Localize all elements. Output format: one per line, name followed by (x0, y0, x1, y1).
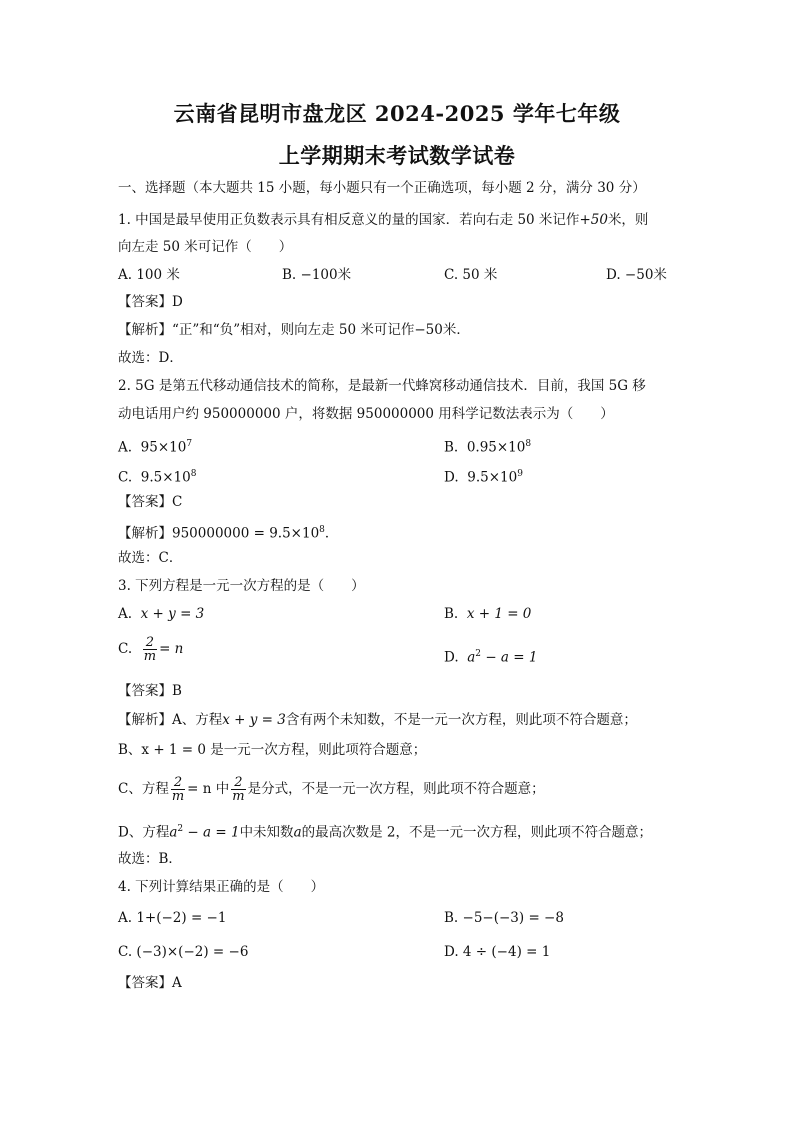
q3-stem: 3. 下列方程是一元一次方程的是（ ） (118, 578, 365, 594)
q4-option-c: C. (−3)×(−2) = −6 (118, 944, 249, 960)
q1-option-a: A. 100 米 (118, 267, 180, 283)
q3-answer: 【答案】B (118, 683, 182, 699)
q1-analysis: 【解析】“正”和“负”相对，则向左走 50 米可记作−50米． (118, 322, 470, 338)
section-heading: 一、选择题（本大题共 15 小题，每小题只有一个正确选项，每小题 2 分，满分 30 分） (118, 180, 646, 196)
q1-stem-line1 (118, 210, 698, 230)
exam-title-line1: 云南省昆明市盘龙区 2024-2025 学年七年级 (173, 101, 621, 126)
q4-answer: 【答案】A (118, 975, 182, 991)
q1-option-b: B. −100米 (282, 267, 352, 283)
q4-stem: 4. 下列计算结果正确的是（ ） (118, 879, 325, 895)
q4-option-d: D. 4 ÷ (−4) = 1 (444, 944, 551, 960)
q3-option-b: B. x + 1 = 0 (444, 606, 532, 622)
q1-stem-text-end: 米，则 (607, 212, 649, 228)
q3-analysis-b: B、x + 1 = 0 是一元一次方程，则此项符合题意； (118, 742, 427, 758)
q2-stem-line1: 2. 5G 是第五代移动通信技术的简称，是最新一代蜂窝移动通信技术．目前，我国 5G 移 (118, 378, 646, 394)
q1-option-d: D. −50米 (606, 267, 667, 283)
q1-stem-line2: 向左走 50 米可记作（ ） (118, 239, 293, 255)
q2-stem-line2: 动电话用户约 950000000 户，将数据 950000000 用科学记数法表示为（ ） (118, 406, 614, 422)
q1-conclusion: 故选：D． (118, 350, 183, 366)
q1-answer: 【答案】D (118, 294, 183, 310)
q2-option-c: C. $9.5\times 10^8$ (118, 469, 197, 486)
q1-stem-math: +50 (579, 212, 608, 228)
q1-stem-text: 1. 中国是最早使用正负数表示具有相反意义的量的国家．若向右走 50 米记作 (118, 212, 580, 228)
q3-option-c: C. $\frac{2}{m}$ = n (118, 635, 184, 664)
q2-option-a: A. $95\times 10^7$ (118, 439, 193, 456)
q1-option-c: C. 50 米 (444, 267, 498, 283)
q3-analysis-c: C、方程 $\frac{2}{m}$ = n 中 $\frac{2}{m}$ 是分式，不是一元一次方程，则此项不符合题意； (118, 775, 545, 804)
q4-option-b: B. −5−(−3) = −8 (444, 910, 564, 926)
q3-option-a: A. x + y = 3 (118, 606, 205, 622)
q3-analysis-d: D、方程$a^2 - a = 1$中未知数a的最高次数是 2，不是一元一次方程，则此项不符合题意； (118, 824, 653, 841)
exam-title-line2: 上学期期末考试数学试卷 (278, 143, 516, 168)
q2-analysis: 【解析】$950000000 = 9.5\times 10^8$． (118, 525, 339, 542)
q2-option-b: B. $0.95\times 10^8$ (444, 439, 532, 456)
q3-analysis-a: 【解析】A、方程x + y = 3含有两个未知数，不是一元一次方程，则此项不符合题意； (118, 712, 637, 728)
q2-answer: 【答案】C (118, 494, 183, 510)
q2-option-d: D. $9.5\times 10^9$ (444, 469, 523, 486)
q3-conclusion: 故选：B． (118, 851, 182, 867)
q4-option-a: A. 1+(−2) = −1 (118, 910, 227, 926)
q3-option-d: D. $a^2 - a = 1$ (444, 649, 538, 666)
q3-option-c-fraction: $\frac{2}{m}$ (143, 635, 157, 664)
q2-conclusion: 故选：C． (118, 550, 183, 566)
